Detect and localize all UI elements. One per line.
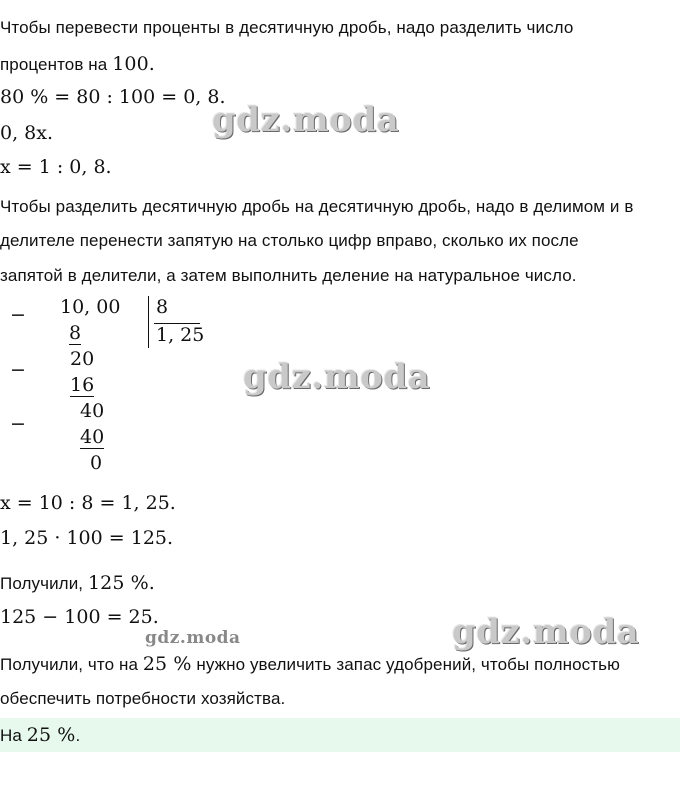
conclusion-number: 25 % [142,653,192,675]
minus-sign-2: − [10,359,26,381]
watermark-logo-1: gdz.moda [212,100,400,140]
eq-percent-conversion: 80 % = 80 : 100 = 0, 8. [0,86,226,108]
got-125-percent [0,572,155,594]
answer-text: На [0,726,27,745]
watermark-logo-4: gdz.moda [452,612,640,652]
division-vertical-bar [148,296,149,348]
rule-decimal-division-1: Чтобы разделить десятичную дробь на десятичную дробь, надо в делимом и в [0,197,634,216]
answer-dot: . [75,726,81,745]
minus-sign-3: − [10,413,26,435]
got-text: Получили, [0,574,88,593]
eq-difference: 125 − 100 = 25. [0,606,159,628]
minus-sign-1: − [10,304,26,326]
conclusion-text-b: нужно увеличить запас удобрений, чтобы полностью [191,655,620,674]
rule-text: процентов на [0,55,113,74]
divisor: 8 [156,296,169,318]
rule-percent-to-decimal-cont [0,53,155,75]
watermark-logo-3: gdz.moda [145,628,241,648]
rule-number: 100. [112,53,155,75]
subtrahend-1: 8 [69,322,82,344]
rule-percent-to-decimal: Чтобы перевести проценты в десятичную дробь, надо разделить число [0,18,574,37]
conclusion-1 [0,653,620,675]
answer-box [0,718,680,752]
dividend: 10, 00 [60,296,121,318]
eq-x-definition: x = 1 : 0, 8. [0,156,112,178]
got-number: 125 %. [87,572,155,594]
eq-x-result: x = 10 : 8 = 1, 25. [0,492,176,514]
partial-remainder-2: 40 [80,400,105,422]
eq-percent-result: 1, 25 · 100 = 125. [0,527,174,549]
conclusion-2: обеспечить потребности хозяйства. [0,689,286,708]
rule-decimal-division-2: делителе перенести запятую на столько цифр вправо, сколько их после [0,231,579,250]
expr-0-8x: 0, 8x. [0,122,54,144]
answer-line [0,724,80,746]
conclusion-text-a: Получили, что на [0,655,143,674]
answer-number: 25 % [26,724,76,746]
partial-remainder-1: 20 [70,348,95,370]
subtrahend-3: 40 [80,426,105,448]
rule-decimal-division-3: запятой в делители, а затем выполнить деление на натуральное число. [0,266,577,285]
watermark-logo-2: gdz.moda [243,357,431,397]
subtrahend-2: 16 [70,374,95,396]
final-remainder: 0 [90,452,103,474]
quotient: 1, 25 [156,324,205,346]
